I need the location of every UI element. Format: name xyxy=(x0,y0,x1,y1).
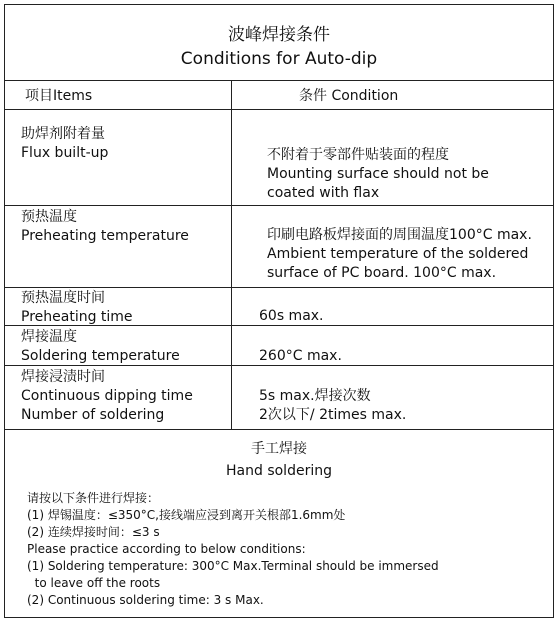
note-line: (2) Continuous soldering time: 3 s Max. xyxy=(27,593,264,607)
header-items: 项目Items xyxy=(25,88,93,104)
row-flux-condition xyxy=(267,146,489,203)
item-label: Preheating time xyxy=(21,309,133,325)
note-line: (1) 焊锡温度：≤350°C,接线端应浸到离开关根部1.6mm处 xyxy=(27,508,346,522)
item-label: 焊接温度 xyxy=(21,329,77,345)
hand-soldering-title-en: Hand soldering xyxy=(226,463,332,479)
item-label: 助焊剂附着量 xyxy=(21,126,105,142)
row-preheat-time-condition xyxy=(259,307,324,326)
condition-text: 260°C max. xyxy=(259,348,342,364)
hand-soldering-title-cn: 手工焊接 xyxy=(251,441,307,457)
divider xyxy=(5,429,553,430)
divider xyxy=(5,287,553,288)
note-line: (1) Soldering temperature: 300°C Max.Terminal should be immersed xyxy=(27,559,439,573)
item-label: 焊接浸渍时间 xyxy=(21,369,105,385)
item-label: Preheating temperature xyxy=(21,228,189,244)
column-divider xyxy=(231,80,232,429)
row-solder-temp-item xyxy=(21,328,180,366)
condition-text: coated with flax xyxy=(267,185,380,201)
header-condition: 条件 Condition xyxy=(299,88,399,104)
condition-text: 2次以下/ 2times max. xyxy=(259,407,407,423)
condition-text: 5s max.焊接次数 xyxy=(259,388,371,404)
divider xyxy=(5,109,553,110)
row-dipping-condition xyxy=(259,387,406,425)
item-label: 预热温度时间 xyxy=(21,290,105,306)
condition-text: surface of PC board. 100°C max. xyxy=(267,265,497,281)
table-title-en: Conditions for Auto-dip xyxy=(180,49,378,69)
row-preheat-time-item xyxy=(21,289,133,327)
hand-soldering-notes xyxy=(27,490,439,609)
note-line: to leave off the roots xyxy=(27,576,161,590)
note-line: 请按以下条件进行焊接： xyxy=(27,491,160,505)
item-label: 预热温度 xyxy=(21,209,77,225)
divider xyxy=(5,205,553,206)
item-label: Continuous dipping time xyxy=(21,388,193,404)
item-label: Number of soldering xyxy=(21,407,165,423)
row-flux-item xyxy=(21,125,108,163)
row-dipping-item xyxy=(21,368,193,425)
condition-text: 印刷电路板焊接面的周围温度100°C max. xyxy=(267,227,532,243)
table-title-cn: 波峰焊接条件 xyxy=(228,25,330,45)
item-label: Soldering temperature xyxy=(21,348,180,364)
condition-text: Mounting surface should not be xyxy=(267,166,489,182)
condition-text: Ambient temperature of the soldered xyxy=(267,246,529,262)
note-line: Please practice according to below conditions: xyxy=(27,542,306,556)
row-preheat-temp-condition xyxy=(267,226,532,283)
row-preheat-temp-item xyxy=(21,208,189,246)
row-solder-temp-condition xyxy=(259,347,342,366)
item-label: Flux built-up xyxy=(21,145,109,161)
condition-text: 60s max. xyxy=(259,308,324,324)
conditions-table xyxy=(4,4,554,618)
condition-text: 不附着于零部件贴装面的程度 xyxy=(267,147,449,163)
divider xyxy=(5,80,553,81)
note-line: (2) 连续焊接时间：≤3 s xyxy=(27,525,160,539)
